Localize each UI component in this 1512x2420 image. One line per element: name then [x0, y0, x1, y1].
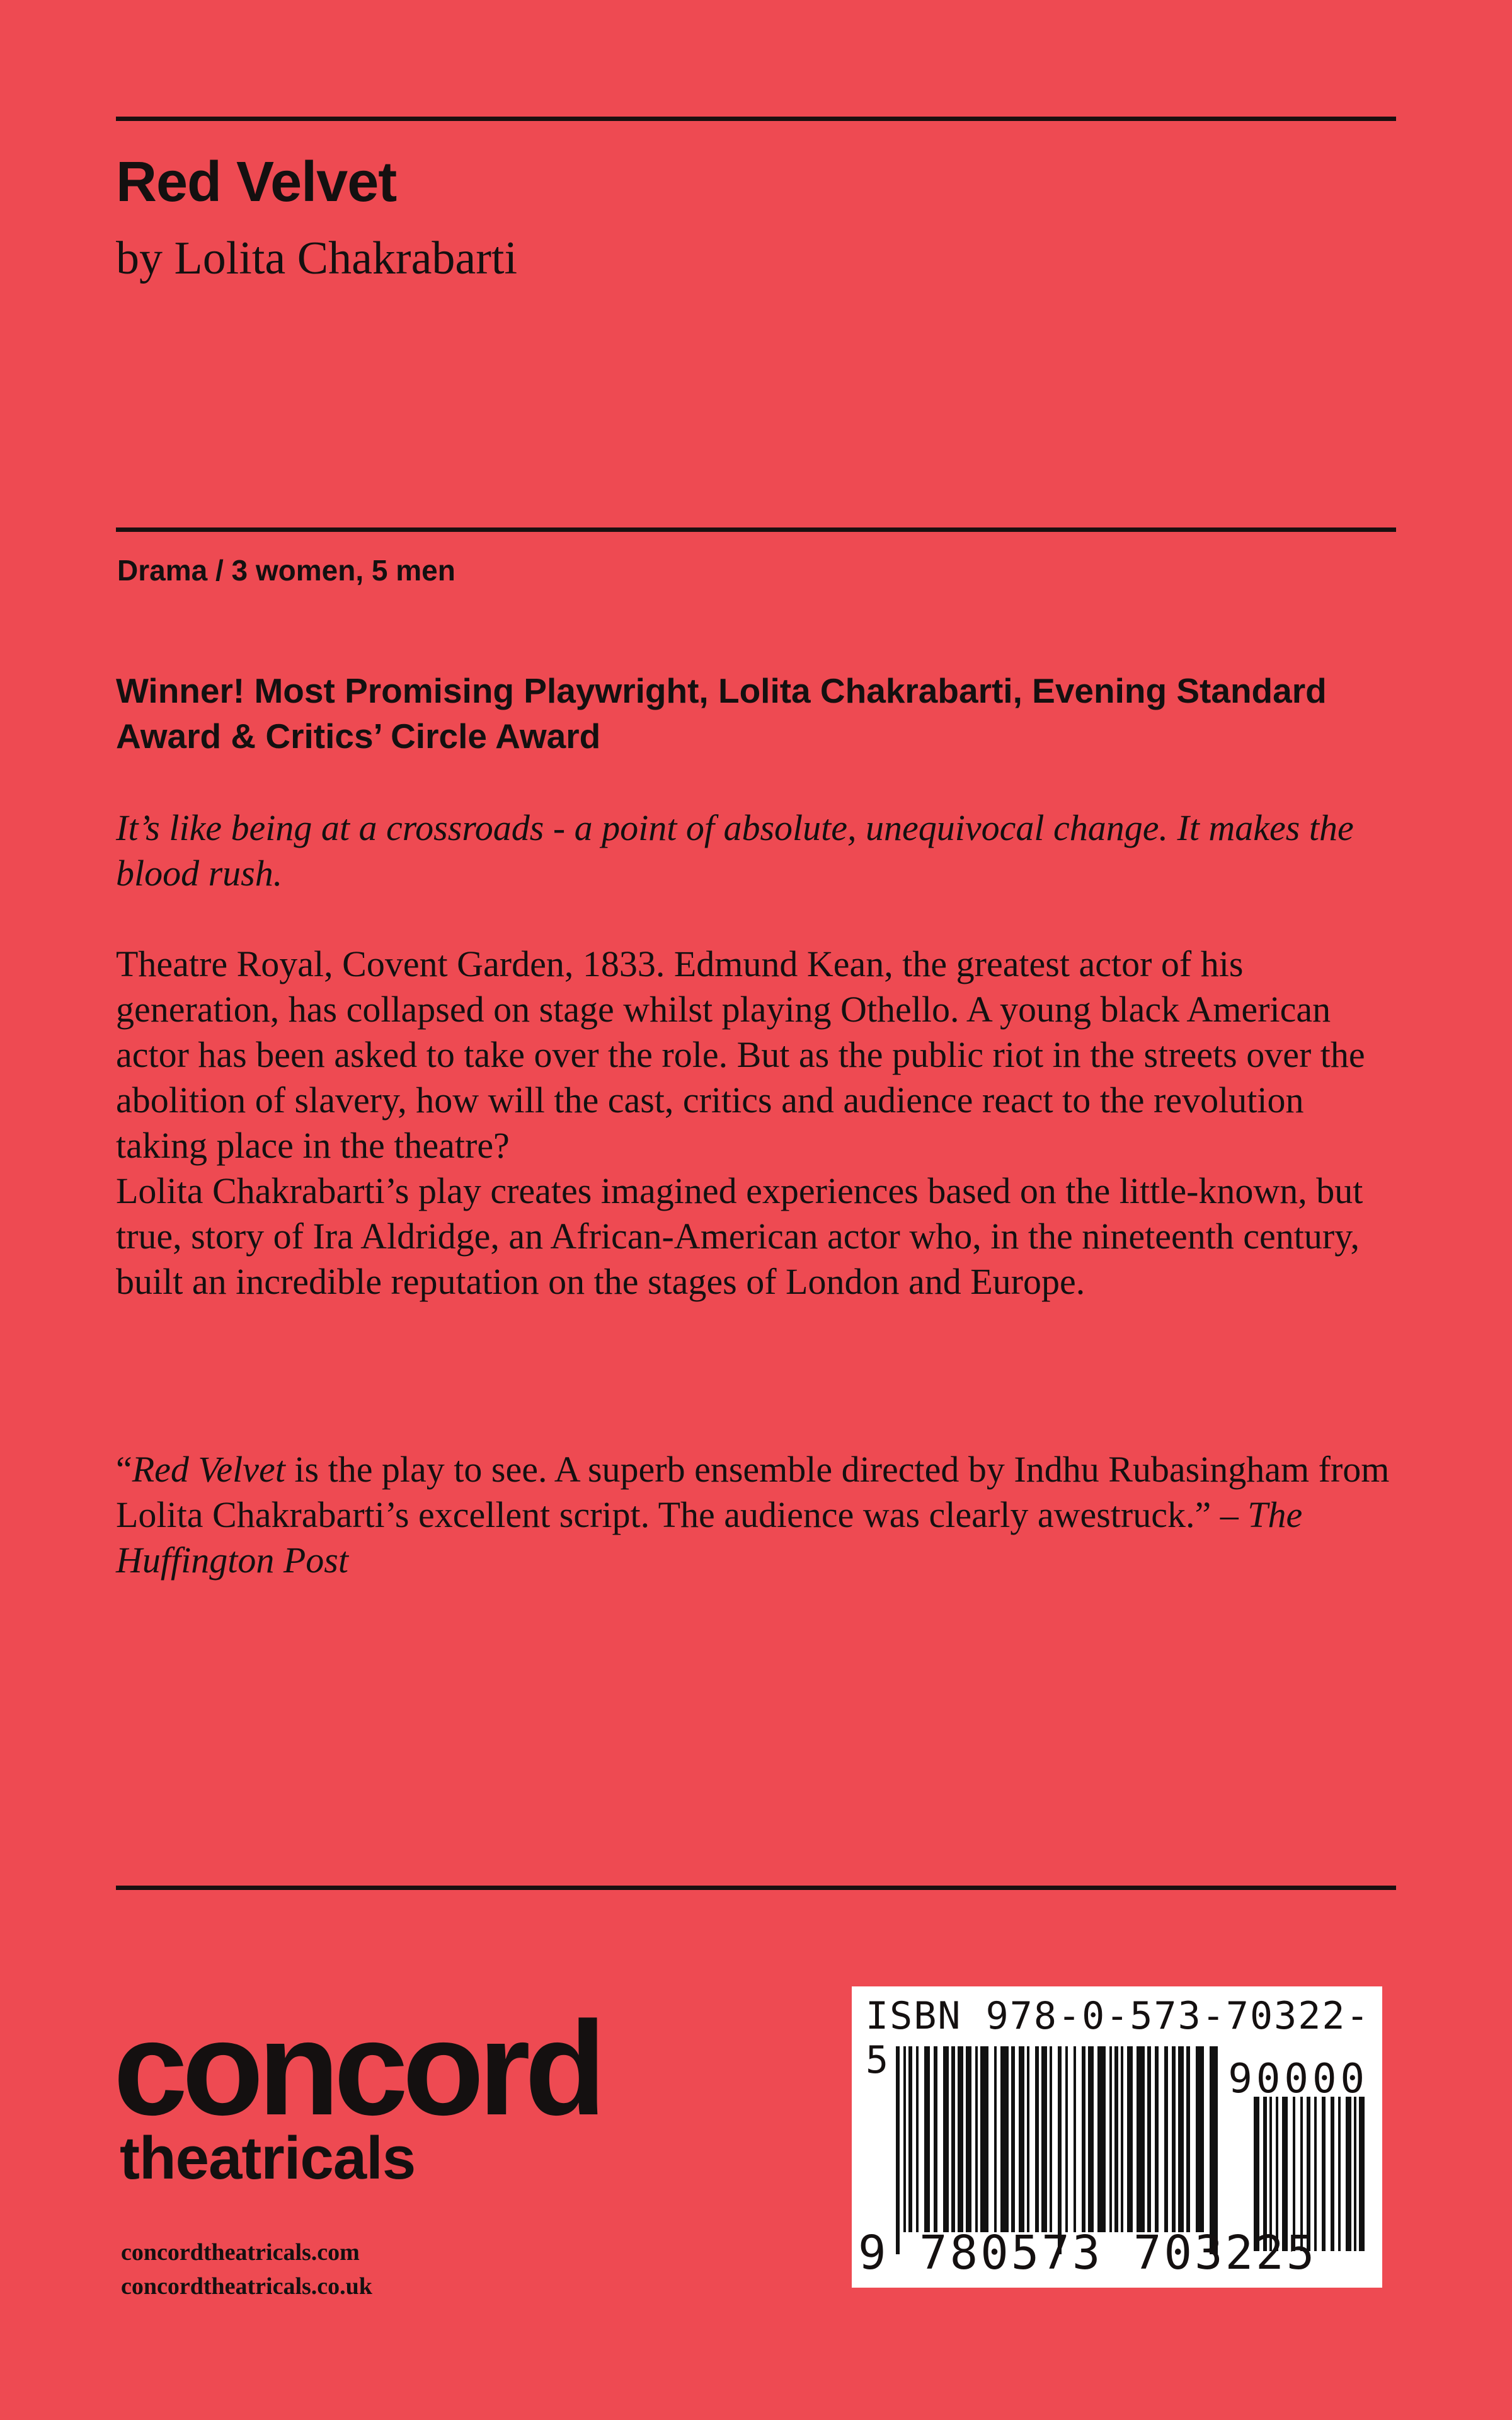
- review-text: is the play to see. A superb ensemble directed by Indhu Rubasingham from Lolita Chakrabarti’s excellent script. The audience was clearly awestruck.” –: [116, 1449, 1390, 1535]
- genre-cast: Drama / 3 women, 5 men: [117, 554, 455, 587]
- book-title: Red Velvet: [116, 151, 397, 214]
- publisher-logo-main: concord: [113, 1993, 601, 2143]
- synopsis-paragraph: Theatre Royal, Covent Garden, 1833. Edmund Kean, the greatest actor of his generation, has collapsed on stage whilst playing Othello. A young black American actor has been asked to take over the role. But as the public riot in the streets over the abolition of slavery, how will the cast, critics and audience react to the revolution taking place in the theatre?: [116, 943, 1365, 1166]
- barcode-bar: [1322, 2097, 1326, 2251]
- review-play-title: Red Velvet: [132, 1449, 285, 1490]
- barcode-bar: [1359, 2097, 1365, 2251]
- isbn-label: ISBN 978-0-573-70322-5: [866, 1994, 1370, 2082]
- background-paragraph: Lolita Chakrabarti’s play creates imagined experiences based on the little-known, but true, story of Ira Aldridge, an African-American actor who, in the nineteenth century, built an incredible reputation on the stages of London and Europe.: [116, 1170, 1363, 1302]
- open-quote: “: [116, 1449, 132, 1490]
- publisher-url-uk[interactable]: concordtheatricals.co.uk: [121, 2273, 372, 2300]
- publisher-url-com[interactable]: concordtheatricals.com: [121, 2239, 360, 2266]
- barcode-bar: [1346, 2097, 1351, 2251]
- bottom-rule: [116, 1886, 1396, 1890]
- publisher-logo-sub: theatricals: [120, 2124, 416, 2192]
- review-quote: [116, 1447, 1401, 1583]
- author-line: by Lolita Chakrabarti: [116, 233, 518, 284]
- review-source: The Huffington Post: [116, 1494, 1303, 1581]
- isbn-barcode: [852, 1986, 1382, 2288]
- award-text: Winner! Most Promising Playwright, Lolita Chakrabarti, Evening Standard Award & Critics’ Circle Award: [116, 671, 1327, 756]
- barcode-bar: [1331, 2097, 1334, 2251]
- barcode-bar: [1354, 2097, 1356, 2251]
- top-rule: [116, 117, 1396, 121]
- barcode-bar: [1338, 2097, 1341, 2251]
- epigraph-quote: It’s like being at a crossroads - a point of absolute, unequivocal change. It makes the blood rush.: [116, 807, 1354, 894]
- ean-digits: 9 780573 703225: [858, 2226, 1317, 2280]
- price-addon: 90000: [1228, 2056, 1368, 2102]
- middle-rule: [116, 527, 1396, 532]
